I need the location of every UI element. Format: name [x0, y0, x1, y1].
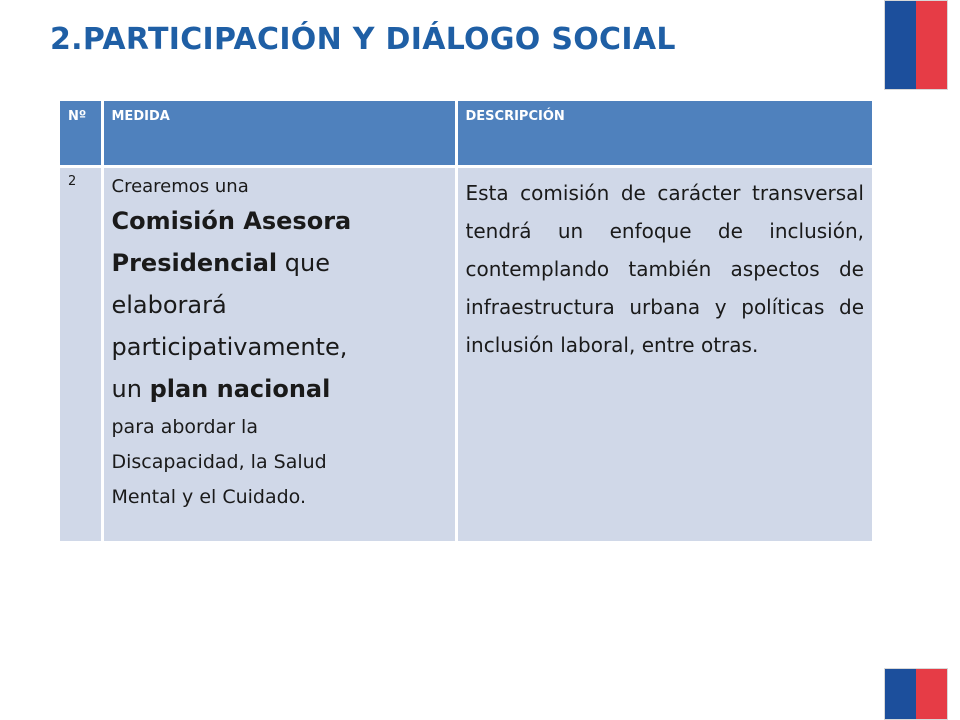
- flag-logo-bottom: [884, 668, 948, 720]
- descripcion-text: Esta comisión de carácter transversal tendrá un enfoque de inclusión, contemplando también aspectos de infraestructura urbana y políticas de inclusión laboral, entre otras.: [465, 180, 864, 357]
- medida-bold-text: plan nacional: [149, 374, 331, 403]
- row-number: 2: [68, 173, 77, 189]
- cell-num: [60, 166, 102, 541]
- medida-line: Discapacidad, la Salud: [111, 450, 327, 473]
- medida-line: [112, 368, 447, 410]
- medida-text: un: [111, 374, 150, 403]
- measures-table: [60, 101, 872, 541]
- table-row: [60, 166, 872, 541]
- medida-line: Crearemos una: [111, 175, 249, 197]
- table-header-row: [60, 101, 872, 166]
- flag-red-stripe: [916, 1, 947, 89]
- medida-text: que: [277, 248, 330, 277]
- flag-red-stripe: [916, 669, 947, 719]
- medida-line: elaborará: [111, 290, 227, 319]
- medida-line: para abordar la: [111, 415, 258, 438]
- flag-blue-stripe: [885, 669, 916, 719]
- cell-descripcion: [456, 166, 872, 541]
- medida-line: participativamente,: [111, 332, 348, 361]
- medida-line: [112, 242, 447, 284]
- flag-blue-stripe: [885, 1, 916, 89]
- header-descripcion: DESCRIPCIÓN: [456, 101, 872, 166]
- header-num: Nº: [60, 101, 102, 166]
- header-medida: MEDIDA: [102, 101, 456, 166]
- medida-line-bold: Comisión Asesora: [111, 206, 352, 235]
- flag-logo-top: [884, 0, 948, 90]
- medida-line: Mental y el Cuidado.: [111, 485, 307, 508]
- slide-title: 2.PARTICIPACIÓN Y DIÁLOGO SOCIAL: [50, 22, 676, 57]
- cell-medida: [102, 166, 456, 541]
- medida-bold-text: Presidencial: [111, 248, 278, 277]
